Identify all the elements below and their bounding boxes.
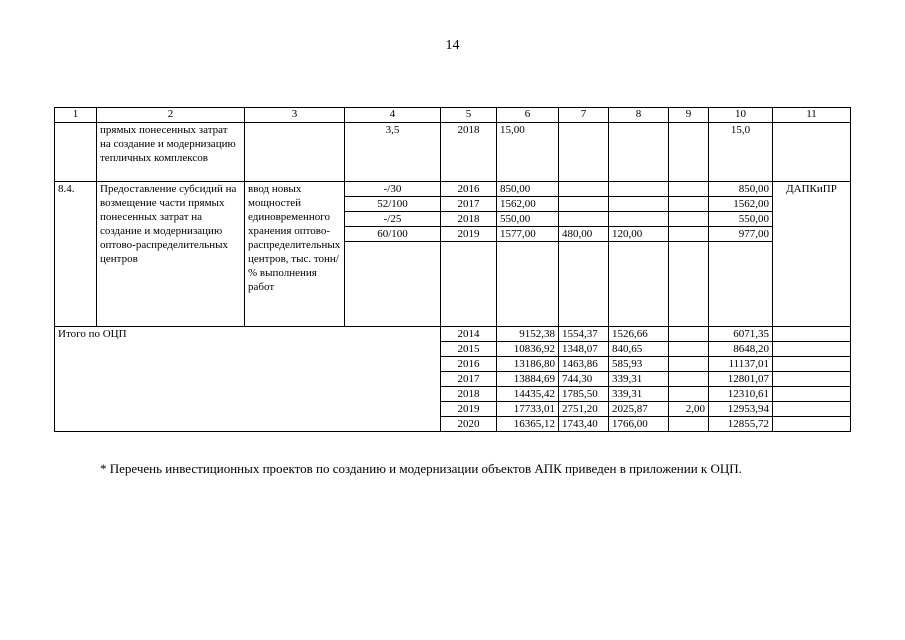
cell-value: 1554,37 <box>559 327 609 342</box>
cell-value: 2751,20 <box>559 402 609 417</box>
cell-year: 2015 <box>441 342 497 357</box>
page-number: 14 <box>445 38 460 53</box>
cell-year: 2014 <box>441 327 497 342</box>
cell-value: 17733,01 <box>497 402 559 417</box>
cell-executor: ДАПКиПР <box>773 182 851 327</box>
cell-value: 10836,92 <box>497 342 559 357</box>
cell-value: 11137,01 <box>709 357 773 372</box>
cell-value: 480,00 <box>559 227 609 242</box>
cell-value <box>669 182 709 197</box>
header-cell: 9 <box>669 108 709 123</box>
cell-value <box>559 197 609 212</box>
cell-value <box>669 327 709 342</box>
header-cell: 4 <box>345 108 441 123</box>
cell-value: 1785,50 <box>559 387 609 402</box>
cell-value: 550,00 <box>497 212 559 227</box>
cell-item-number: 8.4. <box>55 182 97 327</box>
table-row <box>55 182 851 197</box>
cell-value <box>669 227 709 242</box>
cell-value <box>559 212 609 227</box>
cell-value: 1463,86 <box>559 357 609 372</box>
cell-value: 977,00 <box>709 227 773 242</box>
cell-year: 2020 <box>441 417 497 432</box>
cell-value: 1526,66 <box>609 327 669 342</box>
cell-value: 12310,61 <box>709 387 773 402</box>
cell-value: 1766,00 <box>609 417 669 432</box>
cell-value: 9152,38 <box>497 327 559 342</box>
cell-value <box>669 212 709 227</box>
cell-value <box>609 212 669 227</box>
cell-value <box>669 372 709 387</box>
cell-value: 12855,72 <box>709 417 773 432</box>
header-cell: 8 <box>609 108 669 123</box>
cell-value: 15,0 <box>709 123 773 182</box>
cell-value: 1562,00 <box>497 197 559 212</box>
header-cell: 10 <box>709 108 773 123</box>
cell-value: 1348,07 <box>559 342 609 357</box>
footnote: * Перечень инвестиционных проектов по созданию и модернизации объектов АПК приведен в приложении к ОЦП. <box>100 461 742 476</box>
cell-value <box>559 182 609 197</box>
cell-value: 6071,35 <box>709 327 773 342</box>
cell-year: 2019 <box>441 227 497 242</box>
cell-value: 585,93 <box>609 357 669 372</box>
cell-value: 1562,00 <box>709 197 773 212</box>
header-cell: 6 <box>497 108 559 123</box>
cell-value: 840,65 <box>609 342 669 357</box>
total-label: Итого по ОЦП <box>55 327 441 432</box>
header-cell: 3 <box>245 108 345 123</box>
cell-value: 744,30 <box>559 372 609 387</box>
cell-value: 12801,07 <box>709 372 773 387</box>
cell-indicator: -/25 <box>345 212 441 227</box>
cell-value: 8648,20 <box>709 342 773 357</box>
cell-year: 2018 <box>441 212 497 227</box>
cell-description: Предоставление субсидий на возмещение части прямых понесенных затрат на создание и модернизацию оптово-распределительных центров <box>97 182 245 327</box>
cell-value: 16365,12 <box>497 417 559 432</box>
cell-value: 2,00 <box>669 402 709 417</box>
cell-year: 2018 <box>441 123 497 182</box>
cell-value: 850,00 <box>709 182 773 197</box>
cell-indicator-name: ввод новых мощностей единовременного хранения оптово-распределительных центров, тыс. тонн/ % выполнения работ <box>245 182 345 327</box>
cell-value <box>669 387 709 402</box>
cell-value: 1743,40 <box>559 417 609 432</box>
header-cell: 11 <box>773 108 851 123</box>
cell-value: 850,00 <box>497 182 559 197</box>
cell-value: 2025,87 <box>609 402 669 417</box>
total-row <box>55 327 851 342</box>
cell-indicator: -/30 <box>345 182 441 197</box>
cell-year: 2019 <box>441 402 497 417</box>
cell-value: 1577,00 <box>497 227 559 242</box>
header-cell: 5 <box>441 108 497 123</box>
cell-value: 12953,94 <box>709 402 773 417</box>
header-cell: 7 <box>559 108 609 123</box>
cell-value: 13186,80 <box>497 357 559 372</box>
header-cell: 1 <box>55 108 97 123</box>
header-cell: 2 <box>97 108 245 123</box>
cell-value: 13884,69 <box>497 372 559 387</box>
cell-value <box>609 182 669 197</box>
cell-value: 339,31 <box>609 387 669 402</box>
cell-year: 2017 <box>441 197 497 212</box>
cell-value <box>609 197 669 212</box>
header-row <box>55 108 851 123</box>
cell-value <box>669 417 709 432</box>
cell-description: прямых понесенных затрат на создание и модернизацию тепличных комплексов <box>97 123 245 182</box>
cell-year: 2016 <box>441 357 497 372</box>
continuation-row <box>55 123 851 182</box>
cell-year: 2018 <box>441 387 497 402</box>
cell-year: 2017 <box>441 372 497 387</box>
cell-value: 120,00 <box>609 227 669 242</box>
cell-year: 2016 <box>441 182 497 197</box>
cell-indicator: 3,5 <box>345 123 441 182</box>
cell-value <box>669 342 709 357</box>
cell-value: 14435,42 <box>497 387 559 402</box>
cell-value <box>669 357 709 372</box>
cell-indicator: 52/100 <box>345 197 441 212</box>
cell-value <box>669 197 709 212</box>
cell-indicator: 60/100 <box>345 227 441 242</box>
program-table <box>54 107 851 432</box>
cell-value: 15,00 <box>497 123 559 182</box>
cell-value: 550,00 <box>709 212 773 227</box>
cell-value: 339,31 <box>609 372 669 387</box>
